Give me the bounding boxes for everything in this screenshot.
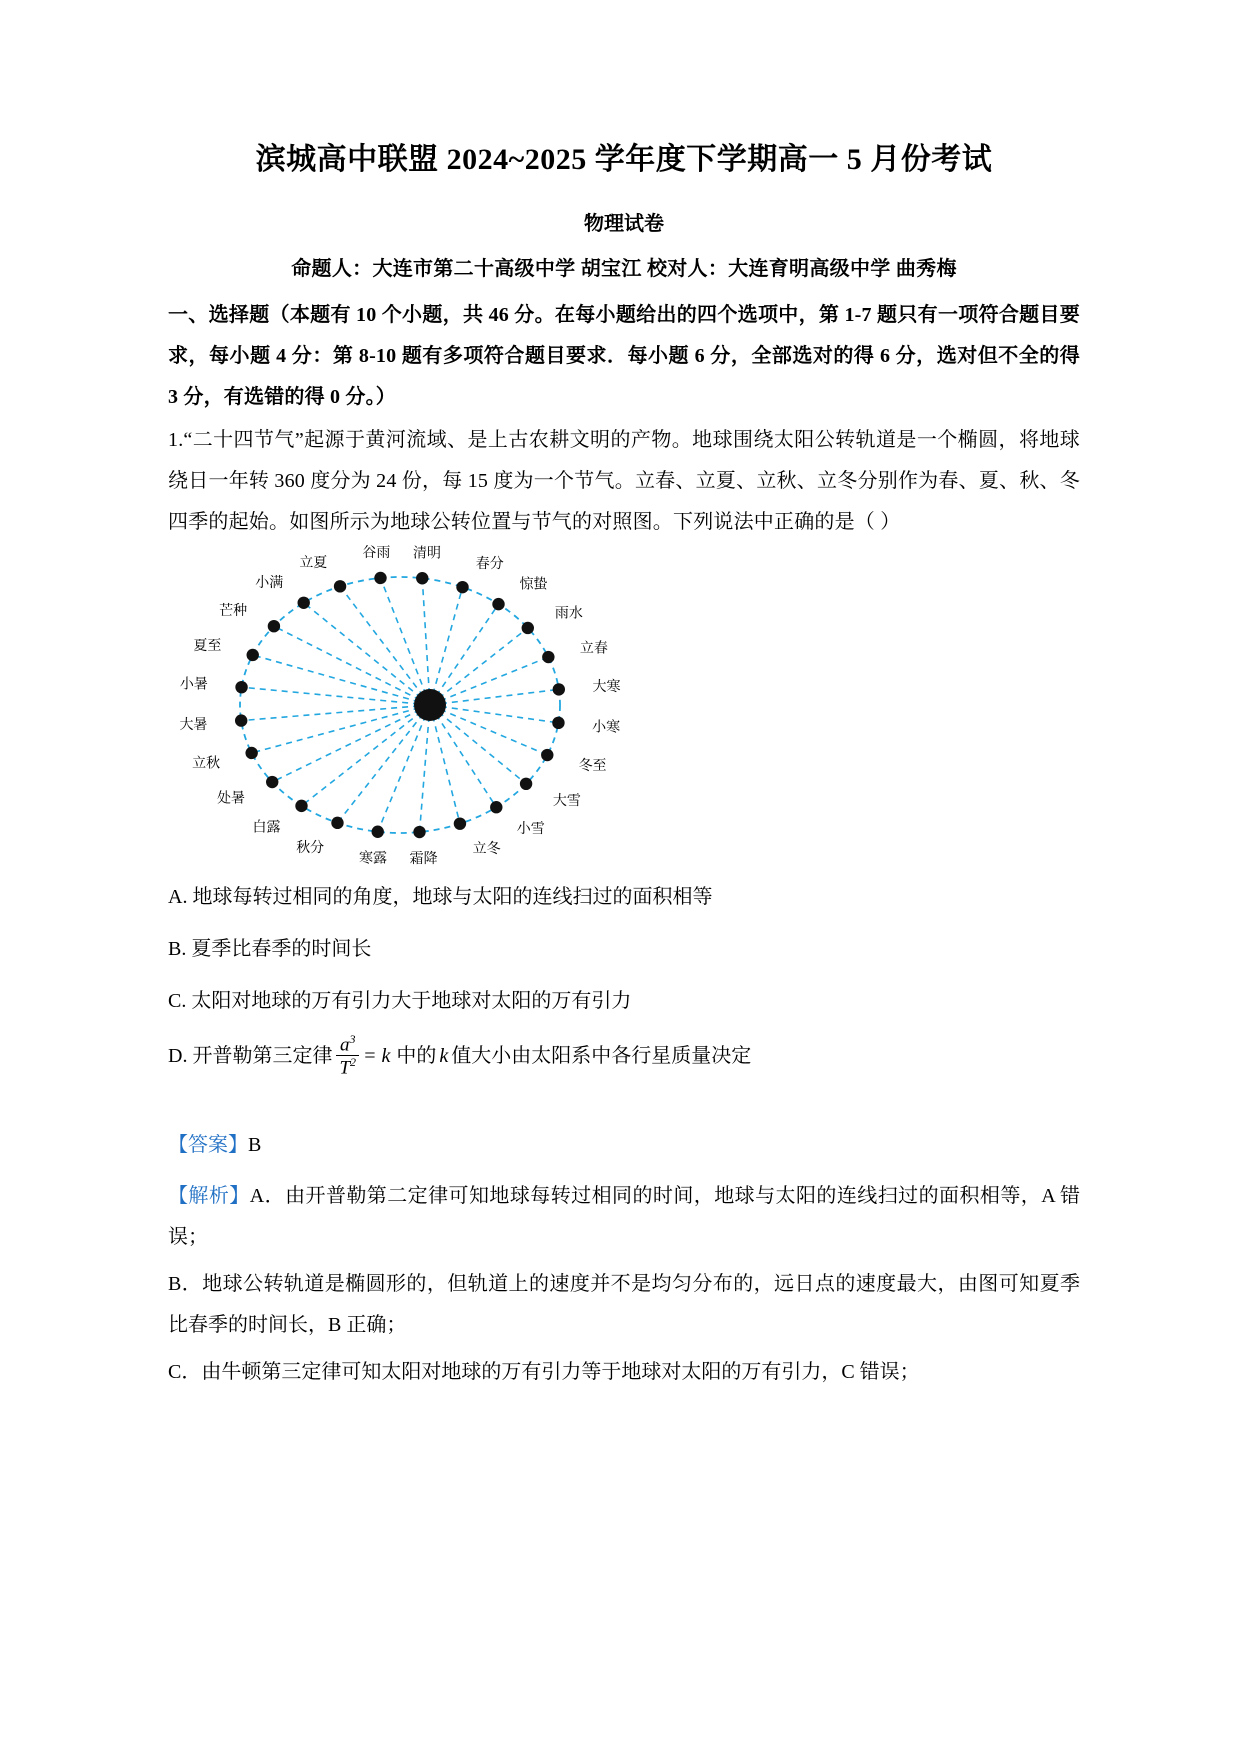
solar-term-label: 小寒 (592, 719, 621, 735)
page-title: 滨城高中联盟 2024~2025 学年度下学期高一 5 月份考试 (255, 143, 993, 176)
option-d-middle: 中的 (396, 1044, 437, 1067)
solar-term-label: 小满 (255, 575, 284, 591)
solar-term-label: 清明 (412, 545, 441, 561)
solar-term-label: 秋分 (296, 840, 325, 856)
solar-term-node (331, 816, 343, 828)
kepler-third-law-fraction (335, 1033, 360, 1079)
solar-term-node (456, 580, 468, 592)
solar-term-node (413, 825, 425, 837)
solar-term-node (295, 799, 307, 811)
document-subtitle: 物理试卷 (584, 212, 664, 235)
question-1-options (168, 877, 1080, 1079)
solar-term-label: 处暑 (217, 791, 246, 807)
fraction-numerator: $a^3$ (336, 1033, 360, 1056)
section-instructions: 一、选择题（本题有 10 个小题，共 46 分。在每小题给出的四个选项中，第 1-7 题只有一项符合题目要求，每小题 4 分：第 8-10 题有多项符合题目要求．每小题 6 分，全部选对的得 6 分，选对但不全的得 3 分，有选错的得 0 分。） (168, 303, 1080, 408)
orbit-radial-line (430, 689, 559, 705)
orbit-radial-line (378, 705, 430, 832)
solar-term-label: 惊蛰 (519, 577, 548, 593)
analysis-paragraph-a (168, 1176, 1080, 1258)
solar-term-label: 雨水 (554, 605, 583, 621)
solar-term-label: 大雪 (552, 793, 581, 809)
solar-term-node (298, 596, 310, 608)
solar-term-node (520, 777, 532, 789)
solar-term-node (245, 746, 257, 758)
solar-term-label: 霜降 (409, 851, 438, 867)
option-d-suffix: 值大小由太阳系中各行星质量决定 (451, 1044, 752, 1067)
solar-term-node (542, 650, 554, 662)
question-1-stem: 1.“二十四节气”起源于黄河流域、是上古农耕文明的产物。地球围绕太阳公转轨道是一个椭圆，将地球绕日一年转 360 度分为 24 份，每 15 度为一个节气。立春、立夏、立秋、立冬分别作为春、夏、秋、冬四季的起始。如图所示为地球公转位置与节气的对照图。下列说法中正确的是（ ） (168, 428, 1080, 533)
option-d-k-symbol: k (439, 1044, 449, 1067)
option-b[interactable]: B. 夏季比春季的时间长 (168, 937, 372, 960)
orbit-radial-line (301, 705, 430, 806)
solar-term-node (235, 714, 247, 726)
solar-term-node (334, 580, 346, 592)
solar-term-node (490, 801, 502, 813)
document-byline: 命题人：大连市第二十高级中学 胡宝江 校对人：大连育明高级中学 曲秀梅 (291, 257, 957, 280)
solar-term-label: 寒露 (359, 851, 388, 867)
answer-tag: 【答案】 (168, 1133, 248, 1156)
solar-term-node (454, 817, 466, 829)
solar-term-node (552, 716, 564, 728)
solar-term-label: 立春 (579, 640, 608, 656)
solar-term-label: 大暑 (179, 717, 208, 733)
solar-term-label: 冬至 (578, 758, 607, 774)
orbit-ellipse (240, 577, 560, 833)
option-d[interactable] (168, 1033, 1080, 1079)
solar-term-label: 夏至 (193, 638, 222, 654)
solar-term-label: 小雪 (516, 821, 545, 837)
solar-terms-diagram-svg (178, 545, 658, 867)
answer-line (168, 1125, 1080, 1166)
answer-value: B (248, 1133, 262, 1156)
figure-solar-terms-orbit (168, 545, 1080, 867)
orbit-radial-line (430, 587, 463, 705)
orbit-radial-line (242, 687, 430, 705)
analysis-tag: 【解析】 (168, 1184, 250, 1207)
solar-term-label: 立夏 (299, 555, 328, 571)
answer-section (168, 1125, 1080, 1393)
option-d-prefix: D. 开普勒第三定律 (168, 1044, 333, 1067)
solar-term-label: 大寒 (592, 679, 621, 695)
solar-term-node (235, 680, 247, 692)
orbit-radial-line (304, 602, 430, 704)
solar-term-node (553, 683, 565, 695)
orbit-radial-line (381, 577, 430, 704)
document-content (168, 140, 1080, 1399)
orbit-radial-line (430, 705, 496, 807)
solar-term-label: 芒种 (219, 603, 248, 619)
fraction-equals: = k (363, 1044, 391, 1067)
solar-term-node (374, 571, 386, 583)
orbit-radial-line (430, 604, 499, 705)
orbit-radial-line (337, 705, 430, 823)
orbit-radial-line (241, 705, 430, 721)
orbit-radial-line (422, 578, 430, 705)
solar-term-node (522, 621, 534, 633)
solar-term-node (541, 748, 553, 760)
analysis-paragraph-c: C．由牛顿第三定律可知太阳对地球的万有引力等于地球对太阳的万有引力，C 错误； (168, 1360, 920, 1383)
orbit-radial-line (253, 654, 430, 704)
orbit-radial-line (419, 705, 430, 832)
solar-term-label: 春分 (475, 556, 504, 572)
solar-term-node (247, 648, 259, 660)
option-a[interactable]: A. 地球每转过相同的角度，地球与太阳的连线扫过的面积相等 (168, 885, 713, 908)
solar-term-label: 小暑 (179, 677, 208, 693)
orbit-radial-line (340, 586, 430, 705)
sun-node (414, 689, 446, 721)
solar-term-node (416, 572, 428, 584)
solar-term-node (492, 597, 504, 609)
solar-term-node (266, 775, 278, 787)
solar-term-label: 白露 (252, 819, 281, 835)
solar-term-node (372, 825, 384, 837)
solar-term-label: 立冬 (472, 841, 501, 857)
solar-term-label: 谷雨 (362, 545, 391, 561)
analysis-text-a: A．由开普勒第二定律可知地球每转过相同的时间，地球与太阳的连线扫过的面积相等，A 错误； (168, 1184, 1080, 1248)
orbit-radial-line (430, 627, 528, 704)
analysis-paragraph-b: B．地球公转轨道是椭圆形的，但轨道上的速度并不是均匀分布的，远日点的速度最大，由图可知夏季比春季的时间长，B 正确； (168, 1272, 1080, 1336)
solar-term-node (268, 619, 280, 631)
solar-term-label: 立秋 (192, 756, 221, 772)
fraction-denominator: $T^2$ (339, 1054, 357, 1079)
option-c[interactable]: C. 太阳对地球的万有引力大于地球对太阳的万有引力 (168, 989, 632, 1012)
orbit-radial-line (430, 705, 460, 824)
